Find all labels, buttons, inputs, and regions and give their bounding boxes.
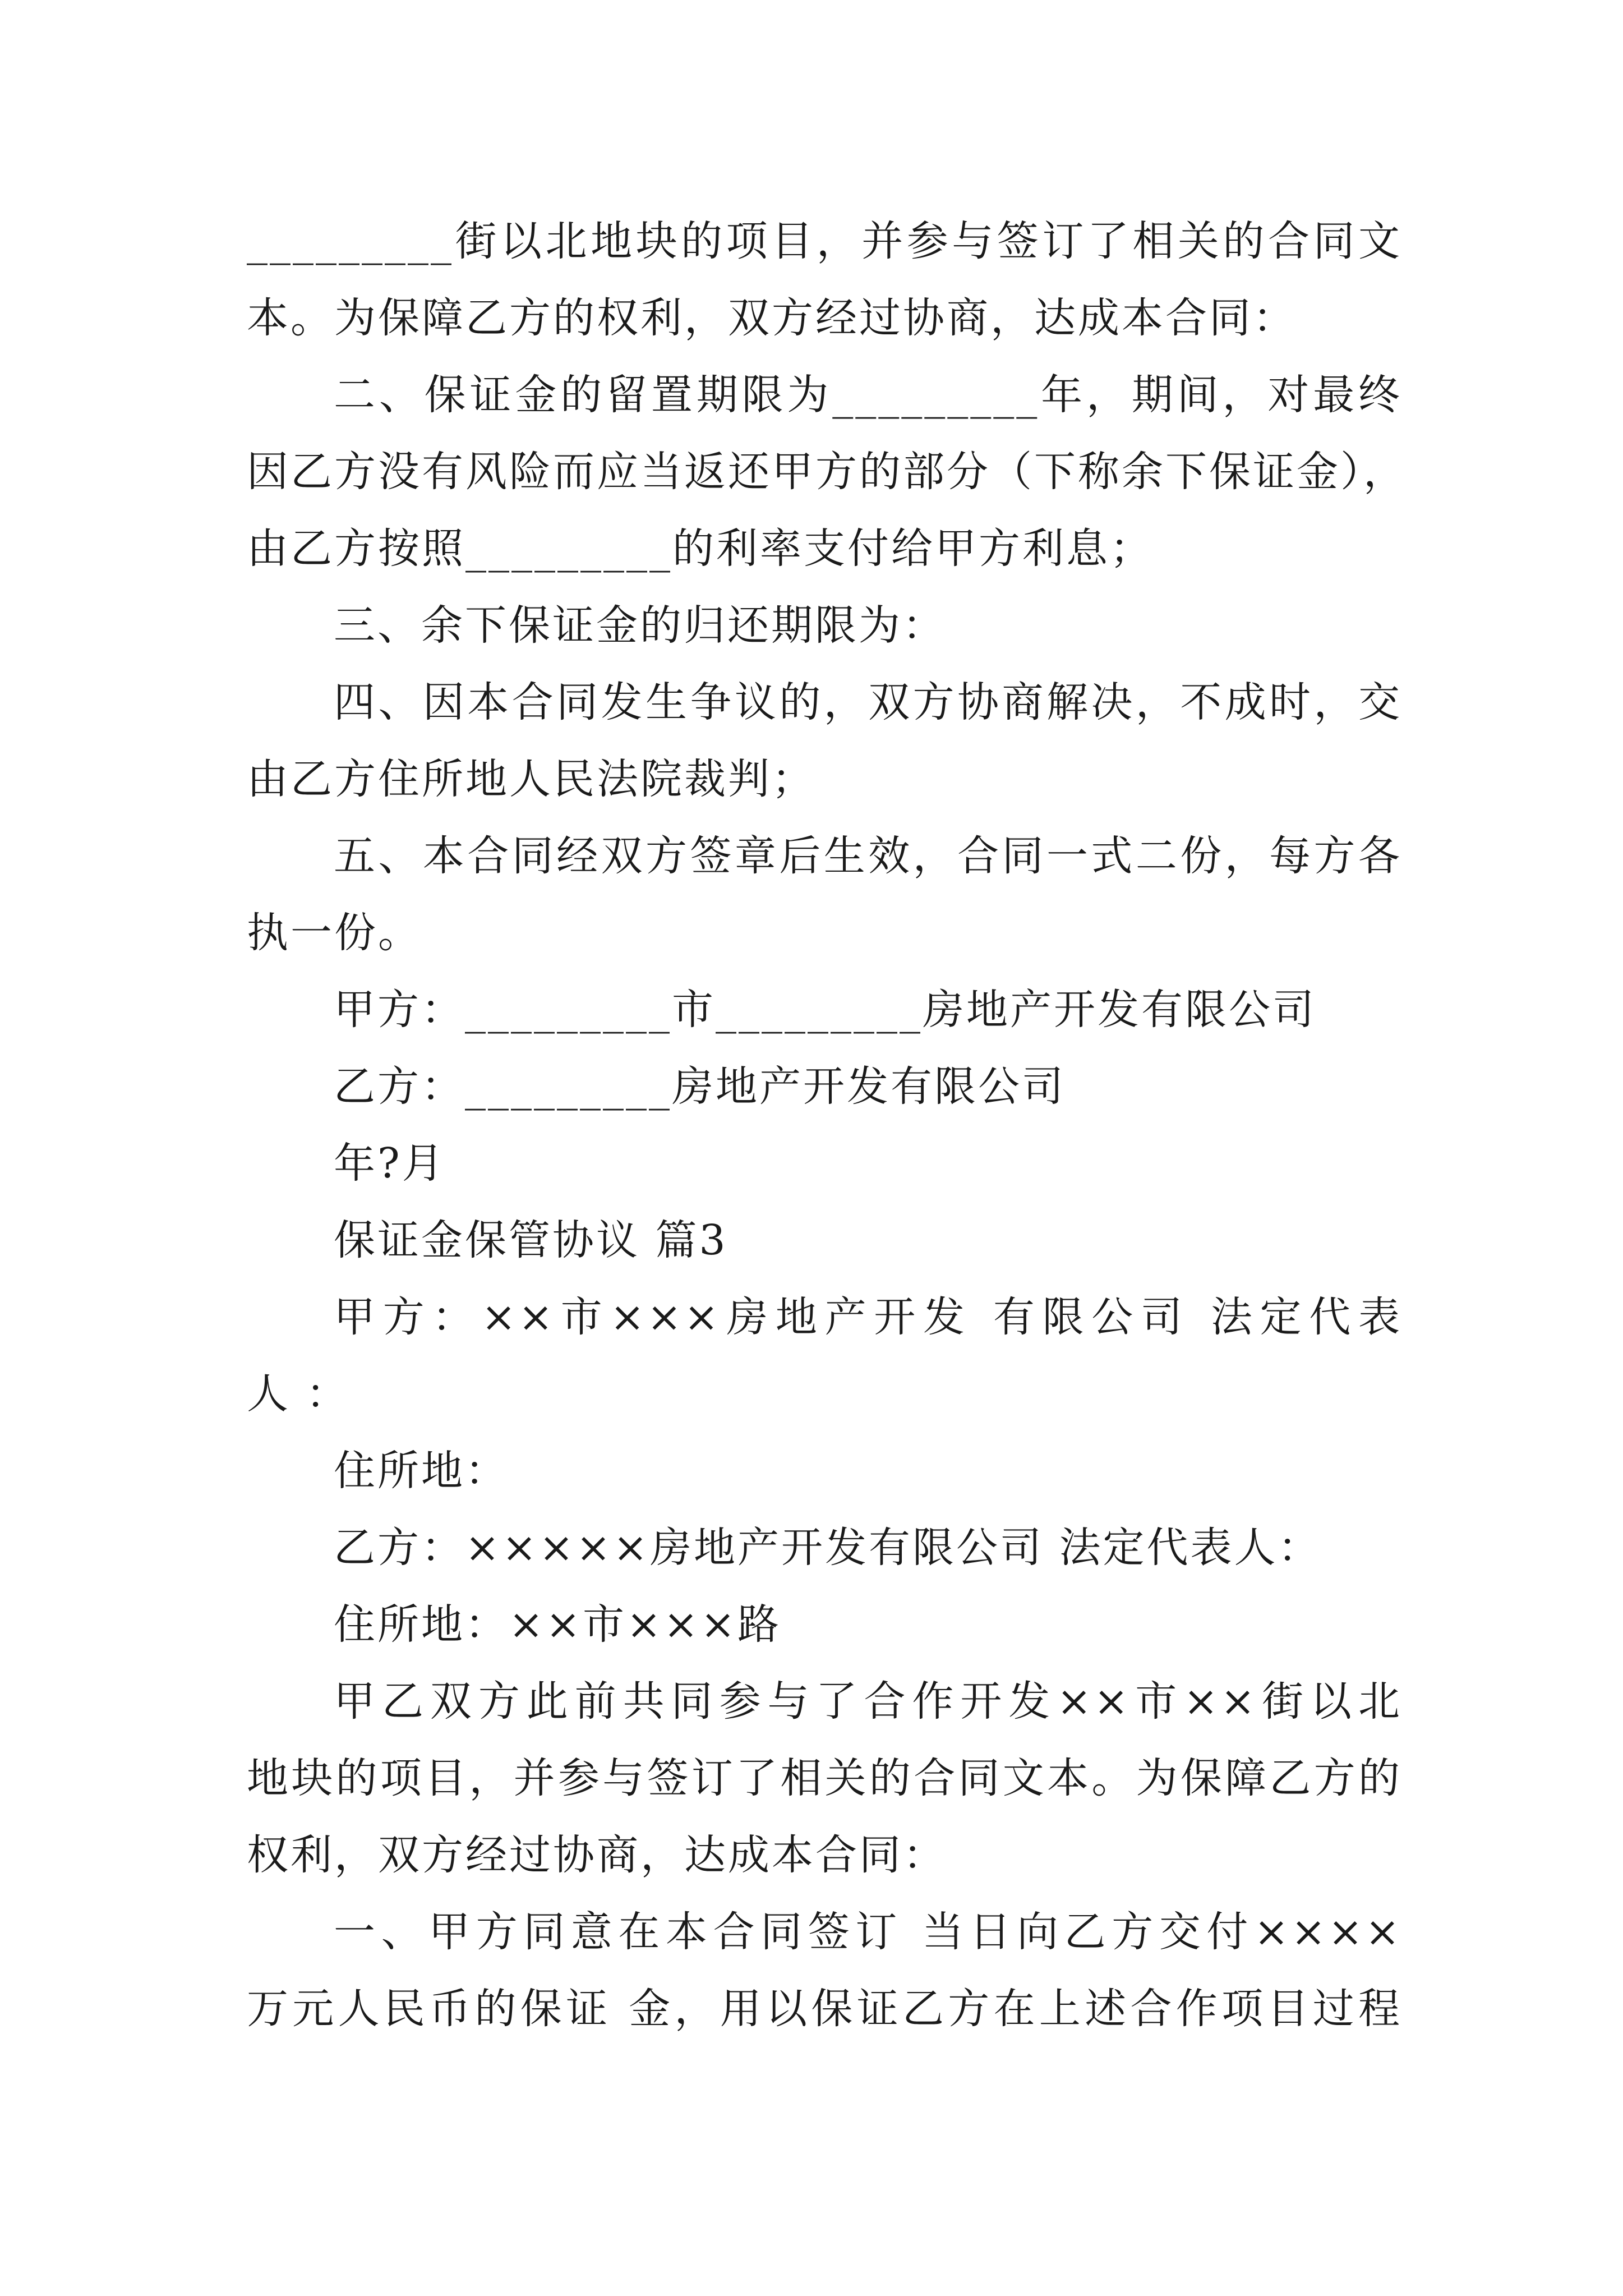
party-b-line: 乙方：×××××房地产开发有限公司 法定代表人： [334, 1524, 1322, 1572]
section-heading: 保证金保管协议 篇3 [334, 1216, 728, 1264]
party-a-address-line: 住所地： [334, 1447, 509, 1495]
text-line: _________街以北地块的项目，并参与签订了相关的合同文 [247, 217, 1402, 265]
document-body [247, 203, 1407, 2047]
text-line: 因乙方没有风险而应当返还甲方的部分（下称余下保证金）， [247, 448, 1407, 496]
clause-1-line: 一、甲方同意在本合同签订 当日向乙方交付×××× [334, 1908, 1402, 1956]
text-line: 权利，双方经过协商，达成本合同： [247, 1831, 947, 1879]
text-line: 由乙方按照_________的利率支付给甲方利息； [247, 524, 1154, 573]
clause-3-line: 三、余下保证金的归还期限为： [334, 601, 946, 650]
preamble-line: 甲乙双方此前共同参与了合作开发××市××街以北 [334, 1677, 1402, 1726]
party-a-signature-line: 甲方：_________市_________房地产开发有限公司 [334, 986, 1316, 1034]
text-line: 执一份。 [247, 909, 422, 957]
party-b-address-line: 住所地：××市×××路 [334, 1600, 782, 1649]
party-a-line: 甲方：××市×××房地产开发 有限公司 法定代表 [334, 1293, 1402, 1341]
text-line: 由乙方住所地人民法院裁判； [247, 755, 815, 803]
text-line: 本。为保障乙方的权利，双方经过协商，达成本合同： [247, 294, 1297, 342]
text-line: 人 ： [247, 1370, 350, 1418]
party-b-signature-line: 乙方：_________房地产开发有限公司 [334, 1062, 1066, 1111]
text-line: 万元人民币的保证 金，用以保证乙方在上述合作项目过程 [247, 1985, 1402, 2033]
clause-2-line: 二、保证金的留置期限为_________年，期间，对最终 [334, 371, 1402, 419]
clause-4-line: 四、因本合同发生争议的，双方协商解决，不成时，交 [334, 678, 1402, 726]
clause-5-line: 五、本合同经双方签章后生效，合同一式二份，每方各 [334, 832, 1402, 880]
text-line: 地块的项目，并参与签订了相关的合同文本。为保障乙方的 [247, 1754, 1402, 1802]
date-line: 年?月 [334, 1139, 446, 1188]
